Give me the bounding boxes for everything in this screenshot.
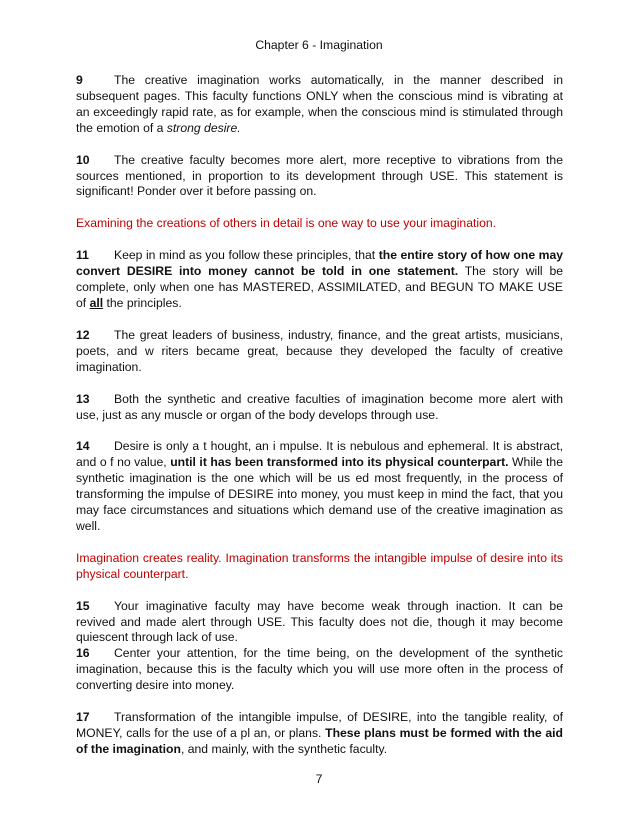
numbered-paragraph — [76, 392, 563, 424]
text-segment: The creative imagination works automatically, in the manner described in subsequent pages. This faculty functions ONLY when the conscious mind is vibrating at an exceedingly rapid rate, as for example, when the conscious mind is stimulated through the emotion of a — [76, 73, 563, 135]
text-segment: The creative faculty becomes more alert, more receptive to vibrations from the sources mentioned, in proportion to its development through USE. This statement is significant! Ponder over it before passing on. — [76, 152, 563, 199]
numbered-paragraph — [76, 248, 563, 312]
text-segment: Both the synthetic and creative faculties of imagination become more alert with use, just as any muscle or organ of the body develops through use. — [76, 391, 563, 422]
numbered-paragraph — [76, 599, 563, 647]
text-segment: Keep in mind as you follow these principles, that — [114, 248, 379, 263]
paragraph-number: 11 — [76, 248, 89, 263]
paragraph-number: 15 — [76, 598, 90, 613]
paragraph-number: 12 — [76, 327, 90, 342]
text-segment: strong desire. — [166, 120, 241, 135]
numbered-paragraph — [76, 439, 563, 534]
text-segment: The story will be complete, only when one has MASTERED, ASSIMILATED, and BEGUN TO MAKE USE of — [76, 264, 563, 310]
text-segment: until it has been transformed into its physical counterpart. — [170, 455, 509, 470]
text-segment: the entire story of how one may convert DESIRE into money cannot be told in one statement. — [76, 248, 563, 279]
text-segment: While the synthetic imagination is the one which will be us ed most frequently, in the process of transforming the impulse of DESIRE into money, you must keep in mind the fact, that you may face circumstances and situations which demand use of the creative imagination as well. — [76, 455, 563, 533]
document-body — [76, 73, 563, 774]
text-segment: Imagination creates reality. Imagination transforms the intangible impulse of desire into its physical counterpart. — [76, 550, 563, 581]
text-segment: , and mainly, with the synthetic faculty. — [180, 741, 388, 756]
paragraph-number: 17 — [76, 710, 90, 725]
numbered-paragraph — [76, 153, 563, 201]
paragraph-number: 14 — [76, 439, 90, 454]
highlight-note — [76, 551, 563, 583]
paragraph-number: 13 — [76, 391, 90, 406]
paragraph-number: 9 — [76, 73, 83, 87]
numbered-paragraph — [76, 710, 563, 758]
highlight-note — [76, 216, 563, 232]
paragraph-number: 16 — [76, 646, 90, 661]
text-segment: Your imaginative faculty may have become weak through inaction. It can be revived and made alert through USE. This faculty does not die, though it may become quiescent through lack of use. — [76, 598, 563, 645]
text-segment: Desire is only a t hought, an i mpulse. It is nebulous and ephemeral. It is abstract, and o f no value, — [76, 439, 563, 470]
numbered-paragraph — [76, 73, 563, 137]
text-segment: Transformation of the intangible impulse, of DESIRE, into the tangible reality, of MONEY, calls for the use of a pl an, or plans. — [76, 710, 563, 740]
text-segment: These plans must be formed with the aid of the imagination — [76, 726, 563, 756]
text-segment: all — [89, 295, 104, 310]
page-number: 7 — [315, 772, 323, 786]
chapter-header: Chapter 6 - Imagination — [255, 38, 383, 52]
text-segment: the principles. — [103, 295, 182, 310]
numbered-paragraph — [76, 328, 563, 376]
text-segment: Center your attention, for the time being, on the development of the synthetic imagination, because this is the faculty which you will use more often in the process of converting desire into money. — [76, 646, 563, 693]
text-segment: The great leaders of business, industry, finance, and the great artists, musicians, poets, and w riters became great, because they developed the faculty of creative imagination. — [76, 327, 563, 374]
text-segment: Examining the creations of others in detail is one way to use your imagination. — [76, 216, 497, 231]
numbered-paragraph — [76, 646, 563, 694]
paragraph-number: 10 — [76, 152, 90, 167]
